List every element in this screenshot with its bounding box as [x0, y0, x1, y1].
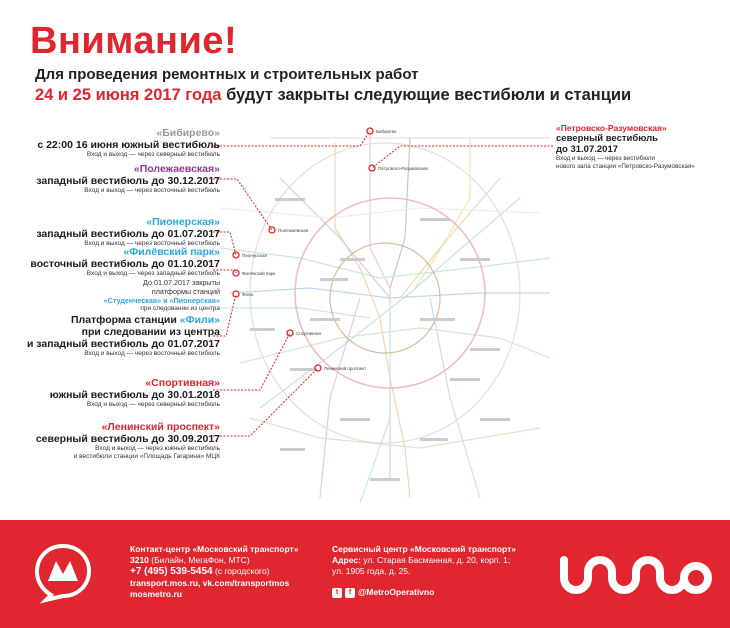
short-number-value: 3210 [130, 555, 149, 565]
note-main: с 22:00 16 июня южный вестибюль [37, 139, 220, 151]
note-small-3: платформы станций [151, 287, 220, 296]
subtitle-rest: будут закрыты следующие вестибюли и станции [221, 86, 632, 104]
twitter-icon[interactable]: t [332, 588, 342, 598]
footer [0, 520, 730, 628]
page-title: Внимание! [30, 20, 238, 62]
service-center-title: Сервисный центр «Московский транспорт» [332, 544, 517, 554]
note-station: «Пионерская» [146, 216, 220, 228]
note-small-2: До 01.07.2017 закрыты [143, 278, 220, 287]
note-main: южный вестибюль до 30.01.2018 [49, 389, 220, 401]
short-number [130, 555, 330, 566]
note-leninsky [10, 421, 220, 461]
note-main: западный вестибюль до 01.07.2017 [36, 228, 220, 240]
note-small: Вход и выход — через восточный вестибюль [84, 187, 220, 194]
note-station: «Полежаевская» [133, 163, 220, 175]
map-label-pionerskaya: Пионерская [242, 253, 267, 258]
note-station: «Бибирево» [156, 127, 220, 139]
note-station: «Петровско-Разумовская» [556, 123, 667, 133]
note-small-5: при следовании из центра [140, 305, 220, 312]
note-main-1 [10, 314, 220, 326]
note-main: западный вестибюль до 30.12.2017 [36, 175, 220, 187]
note-filevsky-park [10, 246, 220, 313]
social-handle[interactable]: @MetroOperativno [358, 587, 435, 597]
facebook-icon[interactable]: f [345, 588, 355, 598]
note-main: восточный вестибюль до 01.10.2017 [30, 258, 220, 270]
metro-wave-logo-icon [556, 550, 716, 602]
address-value: ул. Старая Басманная, д. 20, корп. 1; [360, 555, 511, 565]
note-main: северный вестибюль до 30.09.2017 [35, 433, 220, 445]
map-label-filevsky: Филёвский парк [242, 271, 276, 276]
note-petrovsko-razumovskaya [556, 123, 726, 171]
social-block [332, 587, 532, 598]
note-small-1: Вход и выход — через южный вестибюль [95, 445, 220, 452]
phone-number[interactable] [130, 566, 330, 578]
short-number-note: (Билайн, МегаФон, МТС) [148, 555, 250, 565]
note-bibirevo [10, 127, 220, 159]
note-main-1: северный вестибюль [556, 133, 658, 144]
service-center-block [332, 544, 532, 598]
address-line-2: ул. 1905 года, д. 25. [332, 566, 411, 576]
note-small-4: «Студенческая» и «Пионерская» [103, 296, 220, 305]
map-label-petrovsko: Петровско-Разумовская [378, 166, 428, 171]
note-pionerskaya [10, 216, 220, 248]
map-label-bibirevo: Бибирево [376, 129, 397, 134]
note-small: Вход и выход — через восточный вестибюль [84, 350, 220, 357]
phone-note: (с городского) [212, 566, 270, 576]
note-small: Вход и выход — через восточный вестибюль [84, 240, 220, 247]
map-label-fili: Фили [242, 292, 254, 297]
note-main-3: и западный вестибюль до 01.07.2017 [26, 338, 220, 350]
note-fili [10, 314, 220, 358]
note-small-2: и вестибюли станции «Площадь Гагарина» МЦК [73, 453, 220, 460]
note-station: «Ленинский проспект» [101, 421, 220, 433]
address-label: Адрес: [332, 555, 361, 565]
map-label-polezhaevskaya: Полежаевская [278, 228, 309, 233]
note-small: Вход и выход — через северный вестибюль [86, 151, 220, 158]
contact-center-block [130, 544, 330, 600]
map-label-leninsky: Ленинский проспект [324, 366, 367, 371]
note-small-2: нового зала станции «Петровско-Разумовская» [556, 163, 695, 170]
note-small: Вход и выход — через северный вестибюль [86, 401, 220, 408]
note-station: «Спортивная» [145, 377, 220, 389]
note-pre: Платформа станции [70, 314, 180, 326]
metro-m-logo-icon [32, 542, 94, 604]
transport-links[interactable]: transport.mos.ru, vk.com/transportmos [130, 578, 290, 588]
note-small-1: Вход и выход — через западный вестибюль [86, 270, 220, 277]
note-main-2: до 31.07.2017 [556, 144, 619, 155]
mosmetro-link[interactable]: mosmetro.ru [130, 589, 182, 599]
address-line-1 [332, 555, 532, 566]
contact-center-title: Контакт-центр «Московский транспорт» [130, 544, 299, 554]
subtitle-line-1: Для проведения ремонтных и строительных работ [35, 66, 419, 83]
note-sportivnaya [10, 377, 220, 409]
note-small-1: Вход и выход — через вестибюли [556, 155, 656, 162]
date-highlight: 24 и 25 июня 2017 года [35, 86, 222, 104]
note-main-2: при следовании из центра [81, 326, 220, 338]
phone-value[interactable]: +7 (495) 539-5454 [130, 566, 213, 577]
note-polezhaevskaya [10, 163, 220, 195]
map-label-sportivnaya: Спортивная [296, 331, 321, 336]
note-station: «Филёвский парк» [123, 246, 220, 258]
note-station: «Фили» [179, 314, 220, 326]
